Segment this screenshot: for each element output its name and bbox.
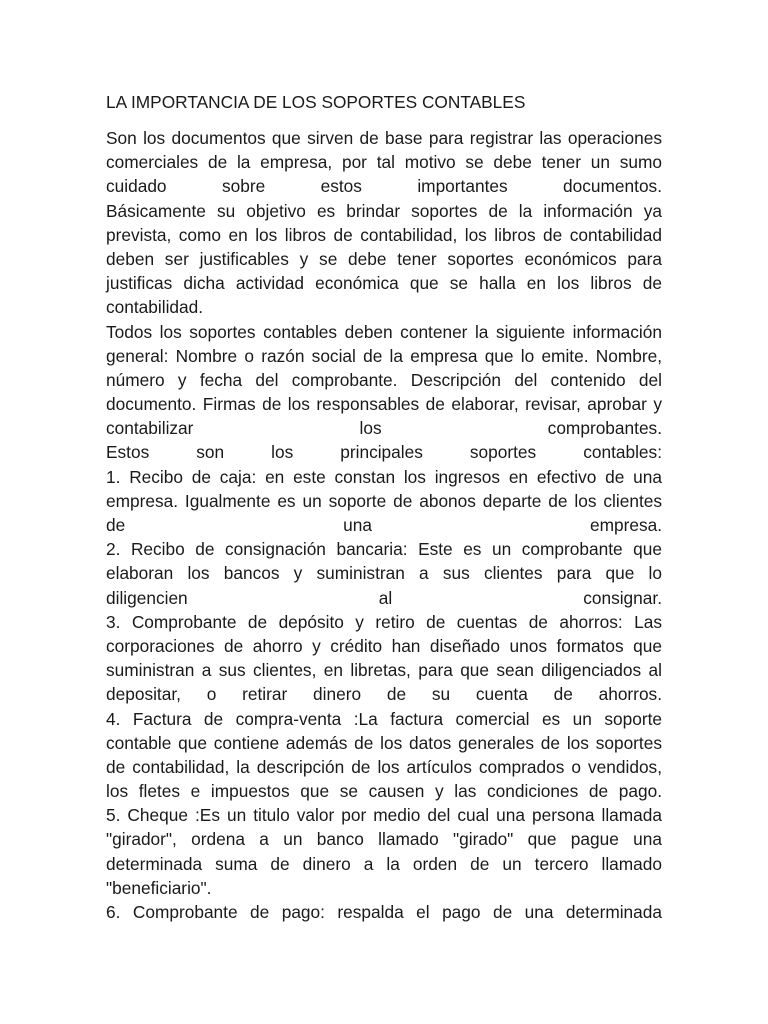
body-text-line: contable que contiene además de los datos generales de los soportes xyxy=(106,732,662,753)
body-text-line: cuidado sobre estos importantes documentos. xyxy=(106,176,662,197)
body-text-line: 2. Recibo de consignación bancaria: Este es un comprobante que xyxy=(106,539,662,560)
body-text-line: corporaciones de ahorro y crédito han diseñado unos formatos que xyxy=(106,635,662,656)
body-text-line: de contabilidad, la descripción de los artículos comprados o vendidos, xyxy=(106,756,662,777)
body-text-line: de una empresa. xyxy=(106,515,662,535)
body-text-line: los fletes e impuestos que se causen y las condiciones de pago. xyxy=(106,781,662,802)
body-text-line: documento. Firmas de los responsables de elaborar, revisar, aprobar y xyxy=(106,394,662,415)
body-text-line: 5. Cheque :Es un titulo valor por medio del cual una persona llamada xyxy=(106,805,662,826)
body-text-line: contabilidad. xyxy=(106,297,204,318)
body-text-line: 4. Factura de compra-venta :La factura comercial es un soporte xyxy=(106,708,662,729)
body-text-line: deben ser justificables y se debe tener soportes económicos para xyxy=(106,248,662,269)
body-text-line: 3. Comprobante de depósito y retiro de cuentas de ahorros: Las xyxy=(106,611,662,632)
body-text-line: determinada suma de dinero a la orden de un tercero llamado xyxy=(106,853,662,874)
body-text-line: suministran a sus clientes, en libretas, para que sean diligenciados al xyxy=(106,660,662,681)
body-text-line: 6. Comprobante de pago: respalda el pago de una determinada xyxy=(106,902,662,922)
body-text-line: empresa. Igualmente es un soporte de abonos departe de los clientes xyxy=(106,490,662,511)
body-text-line: comerciales de la empresa, por tal motivo se debe tener un sumo xyxy=(106,152,662,173)
body-text-line: depositar, o retirar dinero de su cuenta de ahorros. xyxy=(106,684,662,705)
body-text-line: elaboran los bancos y suministran a sus clientes para que lo xyxy=(106,563,662,584)
document-title: LA IMPORTANCIA DE LOS SOPORTES CONTABLES xyxy=(106,92,526,112)
body-text-line: "girador", ordena a un banco llamado "girado" que pague una xyxy=(106,829,662,850)
body-text-line: general: Nombre o razón social de la empresa que lo emite. Nombre, xyxy=(106,345,662,366)
body-text-line: Estos son los principales soportes contables: xyxy=(106,442,662,463)
document-body xyxy=(106,126,662,924)
body-text-line: Básicamente su objetivo es brindar soportes de la información ya xyxy=(106,200,662,221)
body-text-line: justificas dicha actividad económica que se halla en los libros de xyxy=(106,273,662,294)
body-text-line: 1. Recibo de caja: en este constan los ingresos en efectivo de una xyxy=(106,466,662,487)
body-text-line: Son los documentos que sirven de base para registrar las operaciones xyxy=(106,128,662,148)
body-text-line: "beneficiario". xyxy=(106,877,212,898)
body-text-line: número y fecha del comprobante. Descripción del contenido del xyxy=(106,369,662,390)
body-text-line: diligencien al consignar. xyxy=(106,587,662,608)
body-text-line: contabilizar los comprobantes. xyxy=(106,418,662,439)
body-text-line: prevista, como en los libros de contabilidad, los libros de contabilidad xyxy=(106,224,662,245)
body-text-line: Todos los soportes contables deben contener la siguiente información xyxy=(106,321,662,342)
